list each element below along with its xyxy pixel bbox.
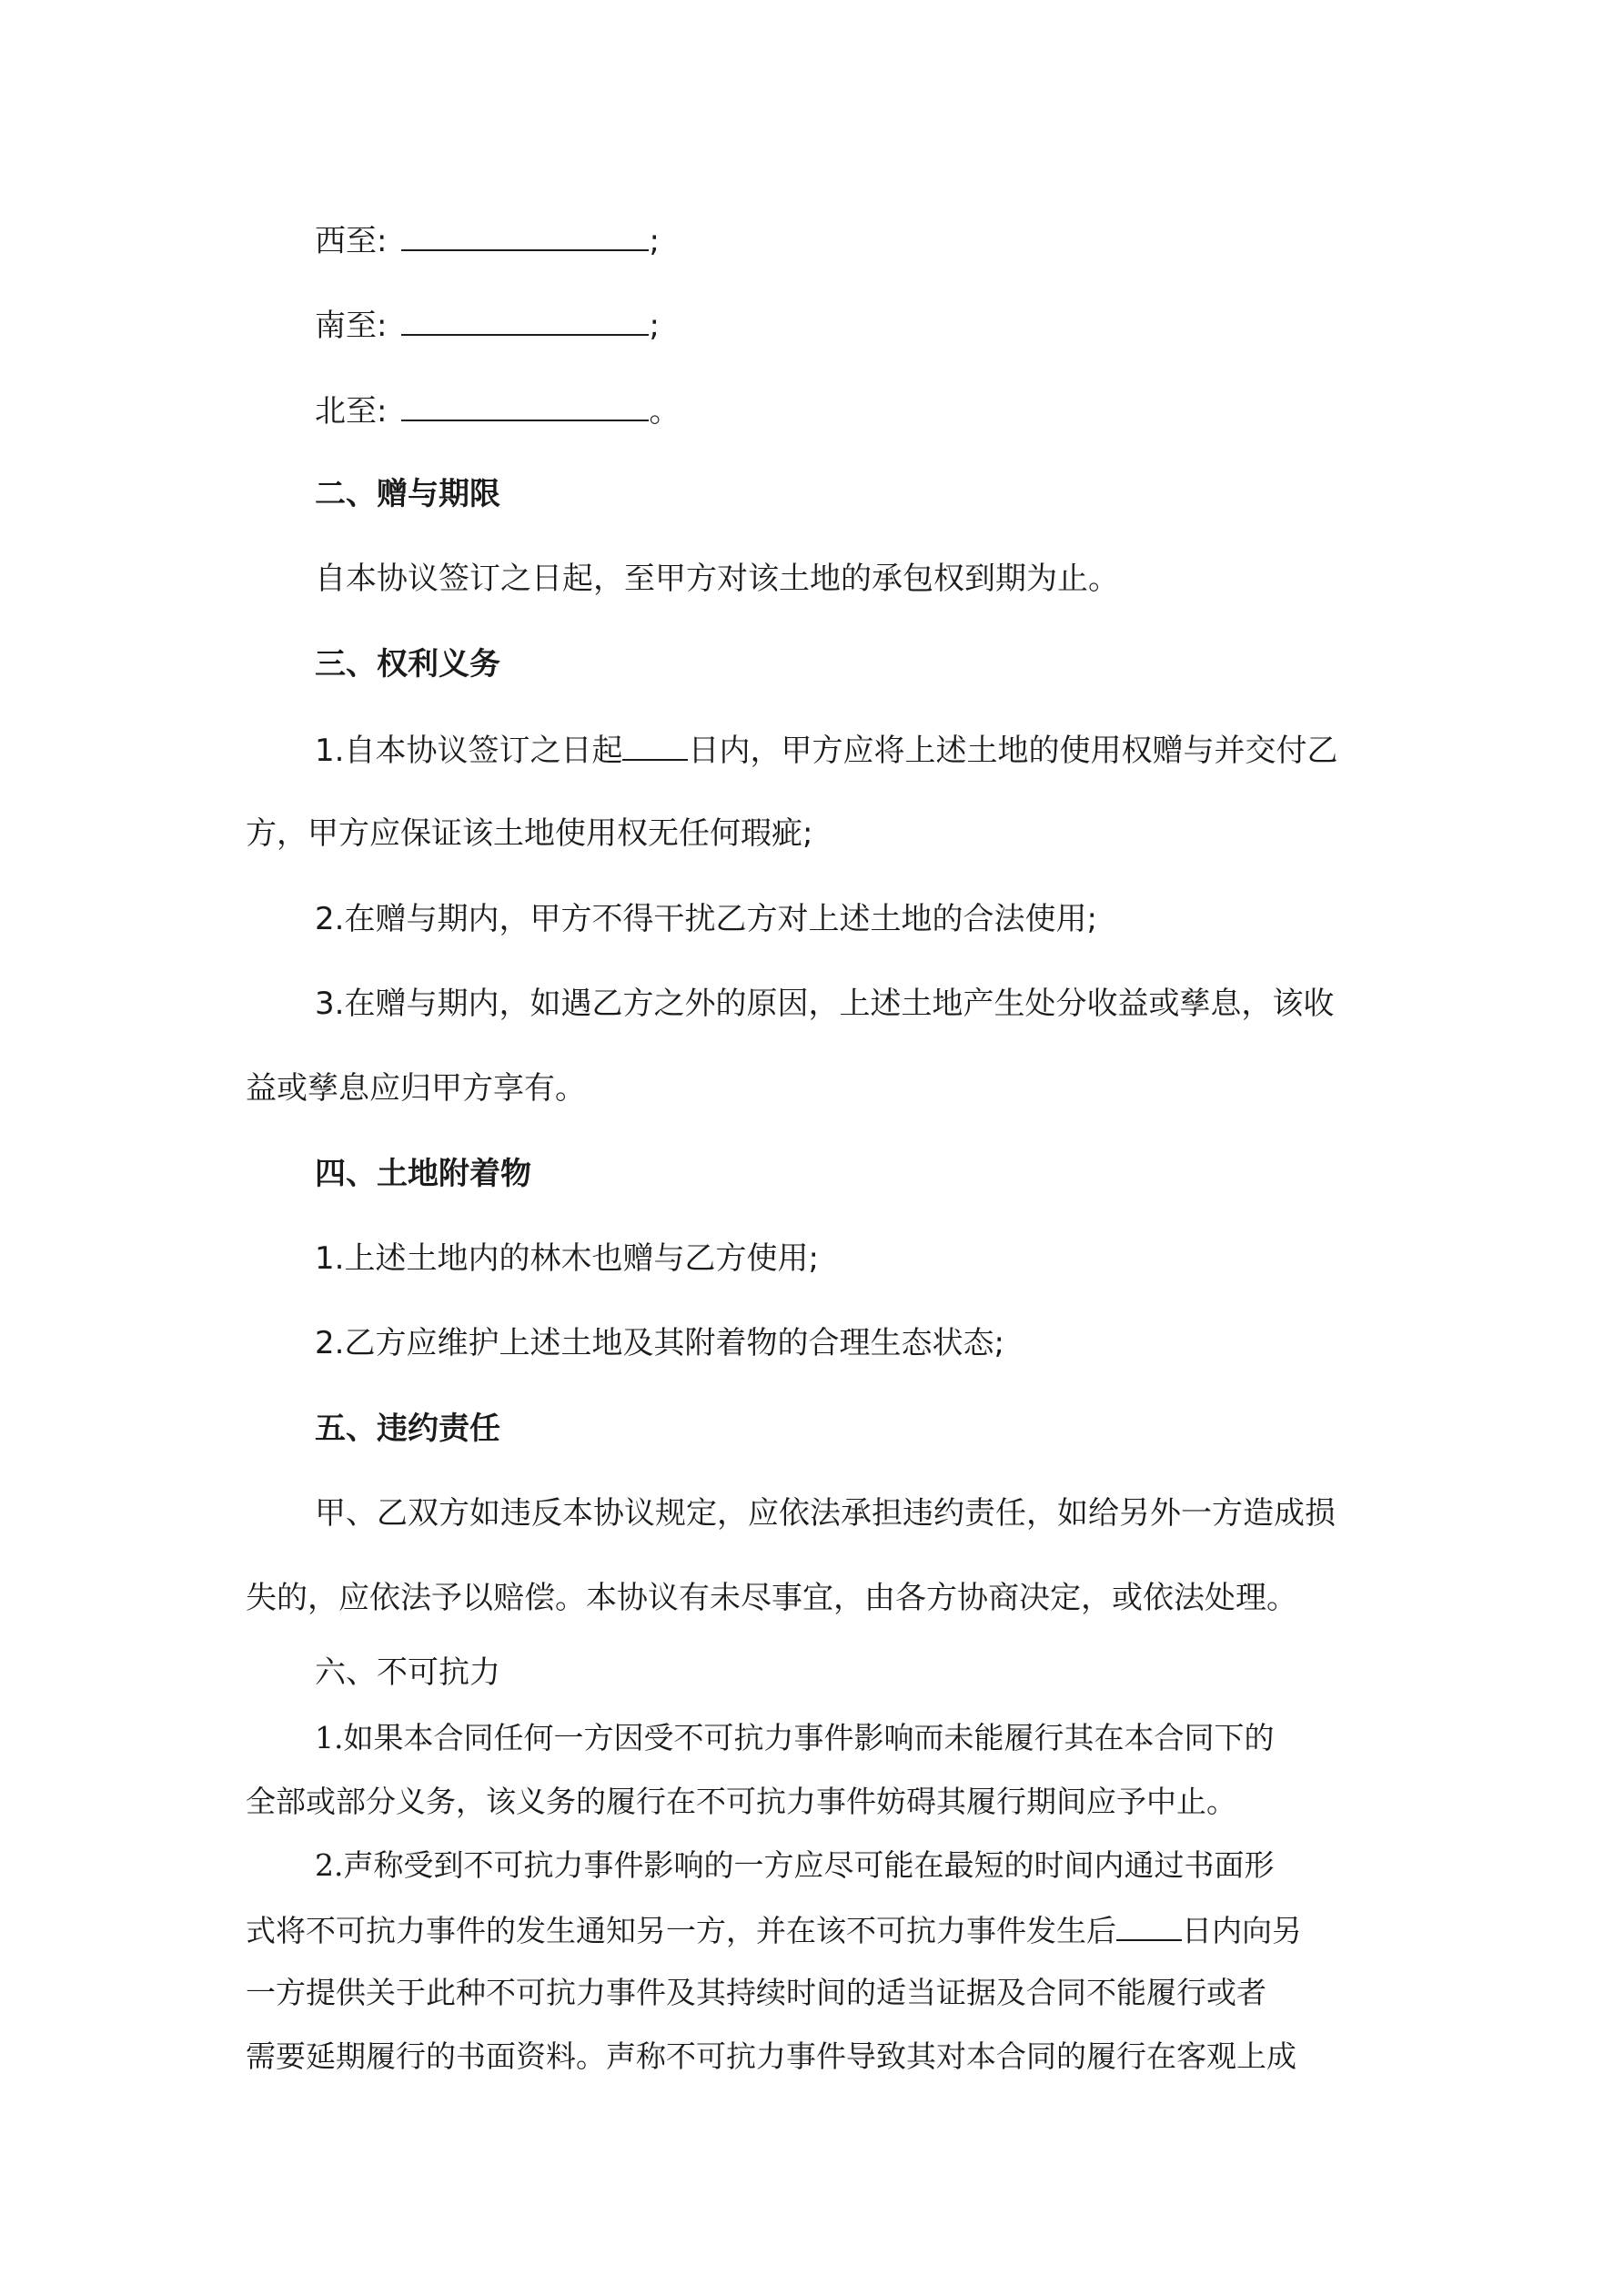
boundary-north	[315, 389, 680, 432]
boundary-north-blank[interactable]	[401, 389, 649, 421]
force-majeure-item-2-line-3: 一方提供关于此种不可抗力事件及其持续时间的适当证据及合同不能履行或者	[246, 1975, 1266, 2010]
rights-item-3-line-1: 3.在赠与期内，如遇乙方之外的原因，上述土地产生处分收益或孳息，该收	[315, 986, 1335, 1022]
force-majeure-item-2-part-a: 式将不可抗力事件的发生通知另一方，并在该不可抗力事件发生后	[246, 1913, 1116, 1948]
section-heading-breach-liability: 五、违约责任	[315, 1411, 500, 1447]
boundary-west-label: 西至:	[315, 223, 388, 259]
section-heading-rights-obligations: 三、权利义务	[315, 646, 500, 683]
rights-item-1-part-a: 1.自本协议签订之日起	[315, 733, 623, 769]
section-heading-land-attachments: 四、土地附着物	[315, 1156, 531, 1192]
breach-text-line-1: 甲、乙双方如违反本协议规定，应依法承担违约责任，如给另外一方造成损	[315, 1495, 1336, 1532]
force-majeure-item-2-line-4: 需要延期履行的书面资料。声称不可抗力事件导致其对本合同的履行在客观上成	[246, 2038, 1296, 2074]
rights-item-1-line-1	[315, 728, 1337, 772]
boundary-north-end: 。	[649, 393, 681, 430]
boundary-west-blank[interactable]	[401, 218, 649, 251]
rights-item-1-days-blank[interactable]	[622, 728, 688, 761]
rights-item-3-line-2: 益或孳息应归甲方享有。	[246, 1070, 586, 1107]
force-majeure-item-1-line-2: 全部或部分义务，该义务的履行在不可抗力事件妨碍其履行期间应予中止。	[246, 1784, 1236, 1819]
force-majeure-item-1-line-1: 1.如果本合同任何一方因受不可抗力事件影响而未能履行其在本合同下的	[315, 1720, 1275, 1755]
boundary-west-end: ;	[649, 223, 660, 259]
boundary-south	[315, 303, 660, 347]
force-majeure-item-2-part-b: 日内向另	[1182, 1913, 1302, 1948]
boundary-south-blank[interactable]	[401, 303, 649, 336]
force-majeure-item-2-line-2	[246, 1908, 1302, 1952]
attachments-item-1: 1.上述土地内的林木也赠与乙方使用;	[315, 1240, 819, 1277]
boundary-south-end: ;	[649, 308, 660, 344]
gift-term-text: 自本协议签订之日起，至甲方对该土地的承包权到期为止。	[315, 561, 1119, 597]
attachments-item-2: 2.乙方应维护上述土地及其附着物的合理生态状态;	[315, 1325, 1004, 1361]
force-majeure-days-blank[interactable]	[1116, 1908, 1182, 1941]
rights-item-1-part-b: 日内，甲方应将上述土地的使用权赠与并交付乙	[688, 733, 1338, 769]
rights-item-2: 2.在赠与期内，甲方不得干扰乙方对上述土地的合法使用;	[315, 901, 1097, 937]
section-heading-force-majeure: 六、不可抗力	[315, 1654, 500, 1691]
force-majeure-item-2-line-1: 2.声称受到不可抗力事件影响的一方应尽可能在最短的时间内通过书面形	[315, 1847, 1275, 1883]
breach-text-line-2: 失的，应依法予以赔偿。本协议有未尽事宜，由各方协商决定，或依法处理。	[246, 1580, 1297, 1616]
boundary-north-label: 北至:	[315, 393, 388, 430]
section-heading-gift-term: 二、赠与期限	[315, 476, 500, 512]
boundary-south-label: 南至:	[315, 308, 388, 344]
boundary-west	[315, 218, 660, 262]
rights-item-1-line-2: 方，甲方应保证该土地使用权无任何瑕疵;	[246, 815, 813, 852]
